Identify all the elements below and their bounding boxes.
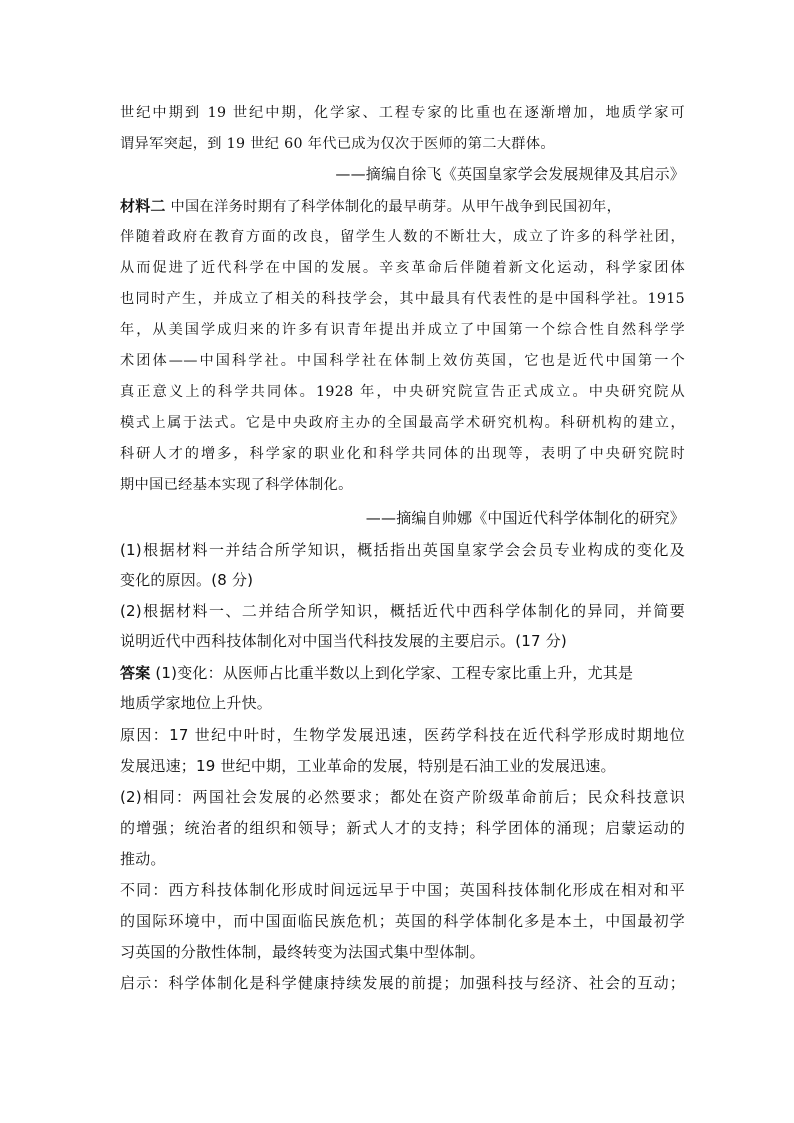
material2-line-9: 科研人才的增多，科学家的职业化和科学共同体的出现等，表明了中央研究院时 [120, 446, 685, 462]
answer-line-10: 习英国的分散性体制，最终转变为法国式集中型体制。 [120, 943, 485, 961]
material1-line-2: 谓异军突起，到 19 世纪 60 年代已成为仅次于医师的第二大群体。 [120, 136, 555, 152]
material2-line-2: 伴随着政府在教育方面的改良，留学生人数的不断壮大，成立了许多的科学社团， [120, 229, 685, 245]
answer-line-5: (2)相同：两国社会发展的必然要求；都处在资产阶级革命前后；民众科技意识 [120, 788, 685, 806]
material2-citation: ——摘编自帅娜《中国近代科学体制化的研究》 [365, 509, 685, 527]
material2-label: 材料二 [120, 197, 166, 215]
material2-line-3: 从而促进了近代科学在中国的发展。辛亥革命后伴随着新文化运动，科学家团体 [120, 260, 685, 276]
answer-line-4: 发展迅速；19 世纪中期，工业革命的发展，特别是石油工业的发展迅速。 [120, 757, 616, 775]
answer-line-8: 不同：西方科技体制化形成时间远远早于中国；英国科技体制化形成在相对和平 [120, 881, 685, 899]
answer-line-1-text: (1)变化：从医师占比重半数以上到化学家、工程专家比重上升，尤其是 [150, 664, 634, 682]
answer-line-2: 地质学家地位上升快。 [120, 694, 273, 712]
material2-line-10: 期中国已经基本实现了科学体制化。 [120, 477, 353, 493]
material2-line-7: 真正意义上的科学共同体。1928 年，中央研究院宣告正式成立。中央研究院从 [120, 384, 685, 400]
material2-line-6: 术团体——中国科学社。中国科学社在体制上效仿英国，它也是近代中国第一个 [120, 353, 685, 369]
material2-line-1 [120, 193, 685, 219]
material1-citation: ——摘编自徐飞《英国皇家学会发展规律及其启示》 [335, 165, 685, 183]
material1-line-1: 世纪中期到 19 世纪中期，化学家、工程专家的比重也在逐渐增加，地质学家可 [120, 105, 685, 121]
answer-line-6: 的增强；统治者的组织和领导；新式人才的支持；科学团体的涌现；启蒙运动的 [120, 819, 685, 837]
answer-label: 答案 [120, 664, 151, 682]
answer-line-7: 推动。 [120, 850, 166, 868]
answer-line-1 [120, 660, 685, 686]
material2-line-4: 也同时产生，并成立了相关的科技学会，其中最具有代表性的是中国科学社。1915 [120, 291, 685, 307]
question-1-line-2: 变化的原因。(8 分) [120, 571, 254, 589]
answer-line-9: 的国际环境中，而中国面临民族危机；英国的科学体制化多是本土，中国最初学 [120, 912, 685, 930]
material2-line-1-text: 中国在洋务时期有了科学体制化的最早萌芽。从甲午战争到民国初年， [165, 199, 622, 215]
question-2-line-1: (2)根据材料一、二并结合所学知识，概括近代中西科学体制化的异同，并简要 [120, 602, 685, 620]
answer-line-3: 原因：17 世纪中叶时，生物学发展迅速，医药学科技在近代科学形成时期地位 [120, 726, 685, 744]
material2-line-8: 模式上属于法式。它是中央政府主办的全国最高学术研究机构。科研机构的建立， [120, 415, 685, 431]
question-1-line-1: (1)根据材料一并结合所学知识，概括指出英国皇家学会会员专业构成的变化及 [120, 541, 685, 559]
material2-line-5: 年，从美国学成归来的许多有识青年提出并成立了中国第一个综合性自然科学学 [120, 322, 685, 338]
answer-line-11: 启示：科学体制化是科学健康持续发展的前提；加强科技与经济、社会的互动； [120, 974, 685, 992]
question-2-line-2: 说明近代中西科技体制化对中国当代科技发展的主要启示。(17 分) [120, 632, 567, 650]
